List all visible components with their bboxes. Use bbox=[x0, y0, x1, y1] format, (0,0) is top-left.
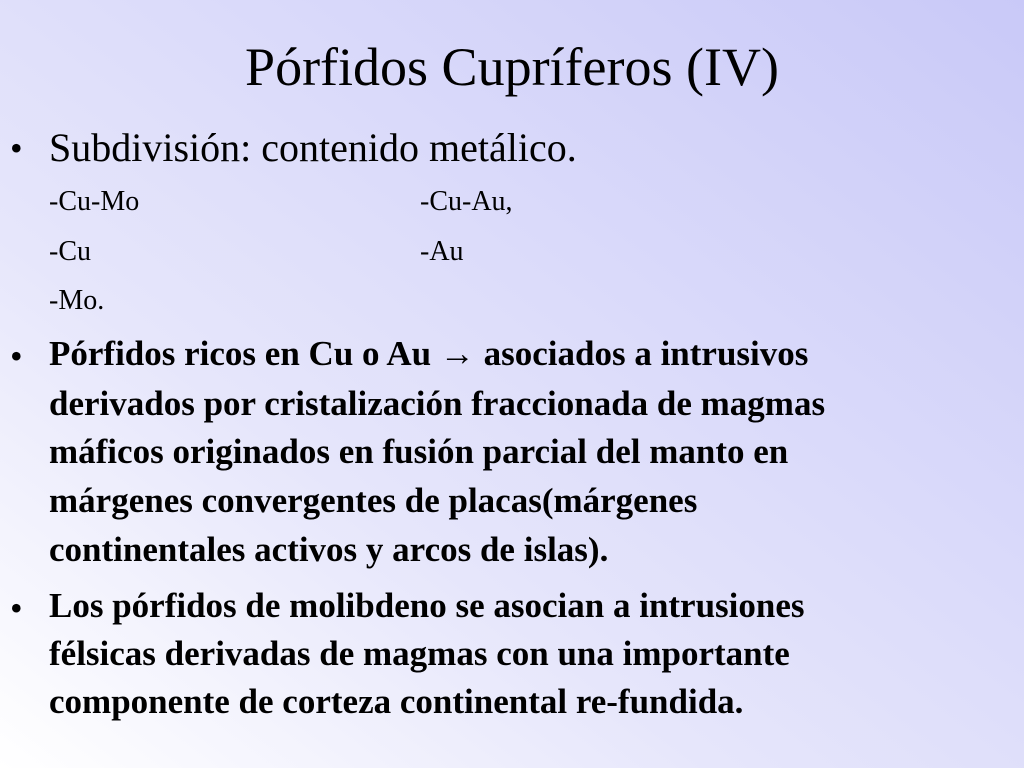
bullet-2-line-4: márgenes convergentes de placas(márgenes bbox=[49, 481, 698, 520]
bullet-2-line-3: máficos originados en fusión parcial del manto en bbox=[49, 432, 789, 471]
bullet-2-line-1-start: Pórfidos ricos en Cu o Au bbox=[49, 334, 440, 373]
bullet-2-line-2: derivados por cristalización fraccionada de magmas bbox=[49, 384, 826, 423]
bullet-2-line-1 bbox=[49, 330, 808, 378]
bullet-1-marker: • bbox=[10, 128, 23, 168]
option-cu: -Cu bbox=[49, 236, 91, 267]
arrow-right-icon: → bbox=[439, 334, 475, 373]
option-au: -Au bbox=[420, 236, 464, 267]
option-cu-au: -Cu-Au, bbox=[420, 186, 513, 217]
bullet-2-line-5: continentales activos y arcos de islas). bbox=[49, 530, 609, 569]
option-mo: -Mo. bbox=[49, 285, 105, 316]
bullet-3-line-3: componente de corteza continental re-fundida. bbox=[49, 682, 744, 721]
bullet-2-line-1-end: asociados a intrusivos bbox=[474, 334, 809, 373]
bullet-3-line-2: félsicas derivadas de magmas con una importante bbox=[49, 634, 790, 673]
slide-title: Pórfidos Cupríferos (IV) bbox=[245, 37, 779, 97]
bullet-3-marker: • bbox=[10, 588, 23, 628]
subdivision-heading: Subdivisión: contenido metálico. bbox=[49, 125, 577, 170]
option-cu-mo: -Cu-Mo bbox=[49, 186, 140, 217]
bullet-3-line-1: Los pórfidos de molibdeno se asocian a intrusiones bbox=[49, 586, 805, 625]
bullet-2-marker: • bbox=[10, 336, 23, 376]
